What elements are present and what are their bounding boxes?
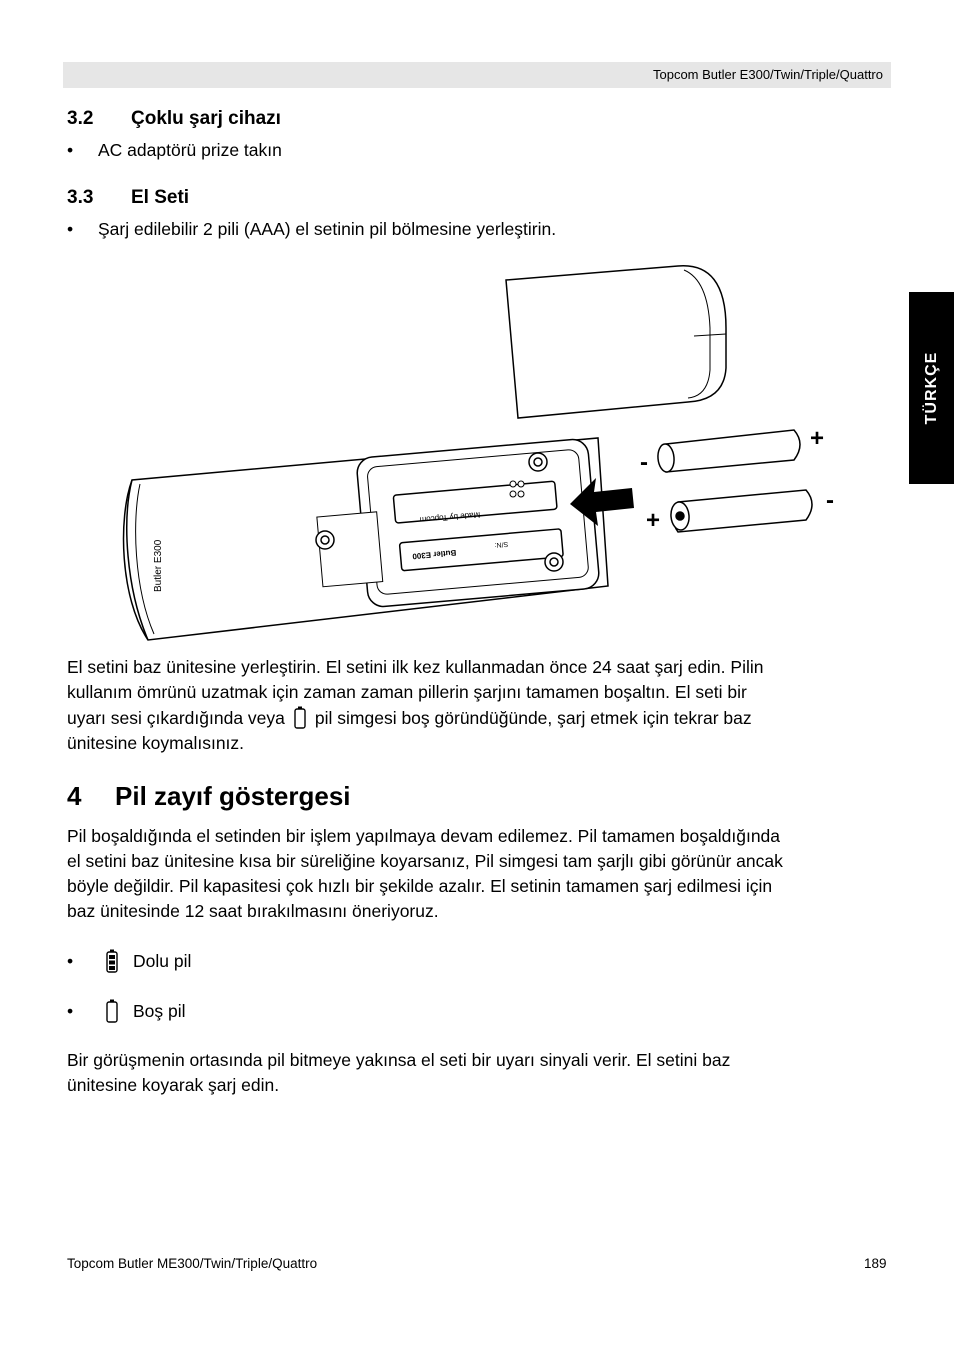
- header-title: Topcom Butler E300/Twin/Triple/Quattro: [652, 67, 883, 82]
- empty-battery-icon: [293, 705, 307, 730]
- battery-cover-illustration: [506, 266, 726, 418]
- battery-illustration: [657, 430, 800, 473]
- list-item-text: AC adaptörü prize takın: [98, 140, 282, 160]
- list-item: [67, 948, 191, 978]
- bullet-icon: •: [67, 951, 74, 971]
- section-3-2-heading: [67, 108, 281, 130]
- polarity-plus-label: +: [646, 507, 661, 534]
- list-item-text: Şarj edilebilir 2 pili (AAA) el setinin pil bölmesine yerleştirin.: [98, 219, 557, 239]
- section-number: 3.3: [67, 187, 94, 208]
- language-tab-label: TÜRKÇE: [922, 351, 940, 425]
- section-number: 4: [67, 781, 82, 811]
- list-item: [67, 219, 556, 240]
- paragraph-text: pil simgesi boş göründüğünde, şarj etmek için tekrar baz: [314, 708, 752, 728]
- section-4-heading: [67, 781, 351, 812]
- paragraph-line: el setini baz ünitesine kısa bir süreliğine koyarsanız, Pil simgesi tam şarjlı gibi görünür ancak: [67, 851, 783, 871]
- section-title: El Seti: [131, 187, 190, 208]
- section-title: Pil zayıf göstergesi: [115, 781, 351, 811]
- made-by-label: Made by Topcom: [419, 510, 481, 525]
- serial-number-label: S/N:: [494, 540, 509, 549]
- warning-paragraph: [67, 1048, 897, 1098]
- paragraph-line: baz ünitesinde 12 saat bırakılmasını öneriyoruz.: [67, 901, 439, 921]
- paragraph-line: ünitesine koyarak şarj edin.: [67, 1075, 280, 1095]
- paragraph-line: Bir görüşmenin ortasında pil bitmeye yakınsa el seti bir uyarı sinyali verir. El setini baz: [67, 1050, 731, 1070]
- full-battery-icon: [105, 948, 119, 974]
- page-number: 189: [864, 1256, 887, 1271]
- paragraph-text: uyarı sesi çıkardığında veya: [67, 708, 285, 728]
- bullet-icon: •: [67, 219, 74, 239]
- battery-illustration: [670, 490, 812, 532]
- polarity-minus-label: -: [826, 487, 834, 514]
- bullet-icon: •: [67, 140, 74, 160]
- section-number: 3.2: [67, 108, 94, 129]
- paragraph-line: [67, 705, 897, 731]
- header-bar: [63, 62, 891, 88]
- compartment-model-label: Butler E300: [411, 548, 457, 561]
- list-item: [67, 998, 186, 1028]
- paragraph-line: kullanım ömrünü uzatmak için zaman zaman pillerin şarjını tamamen boşaltın. El seti bir: [67, 682, 747, 702]
- list-item-text: Boş pil: [133, 1001, 186, 1021]
- list-item-text: Dolu pil: [133, 951, 192, 971]
- empty-battery-icon: [105, 998, 119, 1024]
- section-3-3-heading: [67, 187, 189, 209]
- language-tab: [909, 292, 954, 484]
- handset-model-label: Butler E300: [153, 539, 164, 592]
- charging-paragraph: [67, 655, 897, 756]
- paragraph-line: böyle değildir. Pil kapasitesi çok hızlı bir şekilde azalır. El setinin tamamen şarj edilmesi için: [67, 876, 773, 896]
- paragraph-line: ünitesine koymalısınız.: [67, 733, 245, 753]
- section-title: Çoklu şarj cihazı: [131, 108, 281, 129]
- polarity-plus-label: +: [810, 425, 825, 452]
- footer-product-name: Topcom Butler ME300/Twin/Triple/Quattro: [67, 1256, 318, 1271]
- paragraph-line: El setini baz ünitesine yerleştirin. El setini ilk kez kullanmadan önce 24 saat şarj edin. Pilin: [67, 657, 764, 677]
- low-battery-paragraph: [67, 824, 897, 924]
- battery-insertion-figure: [118, 258, 846, 646]
- bullet-icon: •: [67, 1001, 74, 1021]
- list-item: [67, 140, 282, 161]
- polarity-minus-label: -: [640, 449, 648, 476]
- paragraph-line: Pil boşaldığında el setinden bir işlem yapılmaya devam edilemez. Pil tamamen boşaldığında: [67, 826, 781, 846]
